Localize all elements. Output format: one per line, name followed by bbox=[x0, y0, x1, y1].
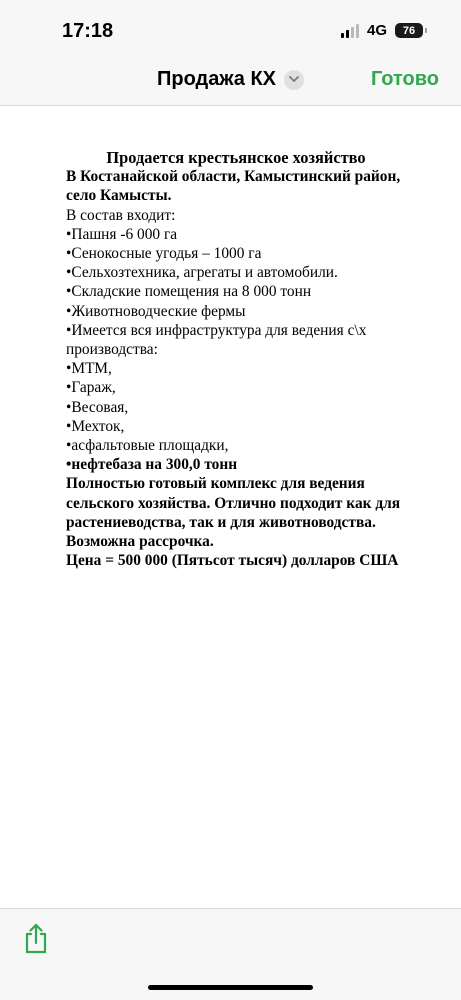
doc-installment: Возможна рассрочка. bbox=[66, 533, 214, 551]
status-time: 17:18 bbox=[62, 20, 114, 42]
list-item: •Мехток, bbox=[66, 417, 125, 435]
list-item: •Сельхозтехника, агрегаты и автомобили. bbox=[66, 264, 338, 282]
list-item: •Пашня -6 000 га bbox=[66, 225, 178, 243]
share-button[interactable] bbox=[22, 923, 50, 955]
signal-icon bbox=[341, 24, 359, 38]
network-type: 4G bbox=[366, 22, 387, 39]
doc-location: В Костанайской области, Камыстинский район, село Камысты. bbox=[66, 168, 401, 205]
battery-icon bbox=[395, 23, 423, 38]
doc-oil-depot: •нефтебаза на 300,0 тонн bbox=[66, 456, 238, 474]
done-button[interactable]: Готово bbox=[370, 68, 439, 90]
list-item: •асфальтовые площадки, bbox=[66, 437, 229, 455]
list-item: •Складские помещения на 8 000 тонн bbox=[66, 283, 312, 301]
nav-bar bbox=[0, 60, 461, 106]
status-bar bbox=[0, 0, 461, 60]
list-item: •МТМ, bbox=[66, 360, 112, 378]
doc-heading: Продается крестьянское хозяйство bbox=[106, 148, 366, 167]
battery-level: 76 bbox=[402, 24, 416, 37]
list-item: •Имеется вся инфраструктура для ведения с\х производства: bbox=[66, 321, 367, 359]
list-item: •Весовая, bbox=[66, 398, 129, 416]
doc-includes-label: В состав входит: bbox=[66, 206, 176, 224]
status-indicators bbox=[341, 22, 423, 39]
document-content bbox=[66, 148, 406, 570]
share-icon[interactable] bbox=[22, 923, 50, 955]
document-title[interactable]: Продажа КХ bbox=[156, 68, 276, 90]
list-item: •Животноводческие фермы bbox=[66, 302, 246, 320]
home-indicator[interactable] bbox=[148, 985, 313, 990]
doc-price: Цена = 500 000 (Пятьсот тысяч) долларов США bbox=[66, 552, 399, 570]
doc-summary: Полностью готовый комплекс для ведения сельского хозяйства. Отлично подходит как для растениеводства, так и для животноводства. bbox=[66, 475, 401, 531]
chevron-down-icon[interactable] bbox=[284, 70, 304, 90]
list-item: •Сенокосные угодья – 1000 га bbox=[66, 245, 262, 263]
list-item: •Гараж, bbox=[66, 379, 116, 397]
